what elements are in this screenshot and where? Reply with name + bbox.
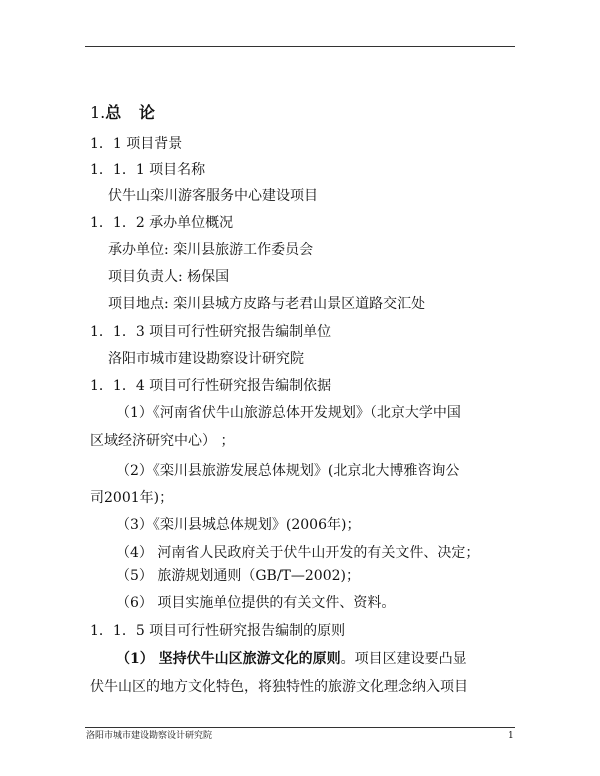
subsection-heading: 1．1．4 项目可行性研究报告编制依据	[90, 378, 332, 394]
principle-title: （1） 坚持伏牛山区旅游文化的原则	[116, 651, 341, 667]
chapter-heading: 1.总 论	[90, 103, 161, 122]
paragraph-line: 承办单位: 栾川县旅游工作委员会	[108, 242, 314, 258]
subsection-heading: 1．1．5 项目可行性研究报告编制的原则	[90, 623, 346, 639]
paragraph-line: 区域经济研究中心） ；	[90, 433, 235, 449]
footer-institute: 洛阳市城市建设勘察设计研究院	[86, 731, 213, 741]
paragraph-line: 伏牛山栾川游客服务中心建设项目	[108, 188, 318, 204]
reference-item: （2）《栾川县旅游发展总体规划》(北京北大博雅咨询公	[116, 463, 460, 479]
section-heading: 1．1 项目背景	[90, 136, 183, 152]
paragraph-line: 伏牛山区的地方文化特色，将独特性的旅游文化理念纳入项目	[90, 679, 468, 695]
header-rule	[85, 46, 515, 47]
subsection-heading: 1．1．2 承办单位概况	[90, 215, 234, 231]
reference-item: （6） 项目实施单位提供的有关文件、资料。	[116, 595, 396, 611]
paragraph-line: 项目负责人: 杨保国	[108, 269, 230, 285]
paragraph-line: 项目地点: 栾川县城方皮路与老君山景区道路交汇处	[108, 296, 426, 312]
paragraph-line: 司2001年)；	[90, 490, 174, 506]
footer-rule	[85, 727, 515, 728]
principle-text: 。项目区建设要凸显	[340, 651, 467, 667]
reference-item: （5） 旅游规划通则（GB/T—2002)；	[116, 568, 360, 584]
paragraph-line: 洛阳市城市建设勘察设计研究院	[108, 351, 304, 367]
reference-item: （3）《栾川县城总体规划》(2006年)；	[116, 517, 361, 533]
reference-item: （4） 河南省人民政府关于伏牛山开发的有关文件、决定；	[116, 545, 480, 561]
page-number: 1	[508, 731, 514, 741]
reference-item: （1）《河南省伏牛山旅游总体开发规划》（北京大学中国	[116, 405, 461, 421]
subsection-heading: 1．1．1 项目名称	[90, 162, 206, 178]
subsection-heading: 1．1．3 项目可行性研究报告编制单位	[90, 324, 332, 340]
principle-paragraph	[116, 650, 467, 668]
